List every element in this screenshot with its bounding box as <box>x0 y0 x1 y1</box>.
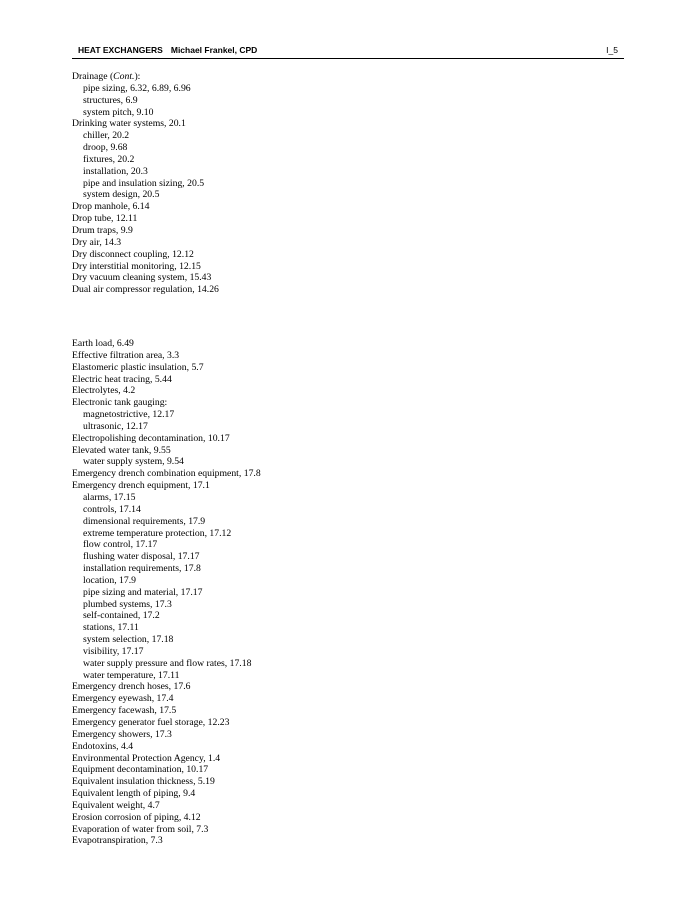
index-entry: Dry interstitial monitoring, 12.15 <box>72 260 201 272</box>
index-subentry: plumbed systems, 17.3 <box>83 598 172 610</box>
index-subentry: stations, 17.11 <box>83 622 139 634</box>
index-subentry: alarms, 17.15 <box>83 491 136 503</box>
index-entry: Evapotranspiration, 7.3 <box>72 835 163 847</box>
index-subentry: ultrasonic, 12.17 <box>83 420 148 432</box>
index-entry: Environmental Protection Agency, 1.4 <box>72 752 221 764</box>
entry-continued-note: Cont. <box>113 71 135 82</box>
index-subentry: chiller, 20.2 <box>83 130 130 142</box>
index-entry: Drinking water systems, 20.1 <box>72 118 186 130</box>
index-entry: Erosion corrosion of piping, 4.12 <box>72 811 201 823</box>
index-subentry: system pitch, 9.10 <box>83 106 154 118</box>
index-entry: Drainage (Cont.): <box>72 71 141 82</box>
index-subentry: system design, 20.5 <box>83 189 160 201</box>
index-entry: Emergency facewash, 17.5 <box>72 705 177 717</box>
book-title: HEAT EXCHANGERS <box>78 45 163 55</box>
index-entry: Drop manhole, 6.14 <box>72 201 150 213</box>
index-entry: Electric heat tracing, 5.44 <box>72 373 172 385</box>
index-entry: Emergency drench hoses, 17.6 <box>72 681 191 693</box>
index-subentry: self-contained, 17.2 <box>83 610 160 622</box>
index-subentry: flushing water disposal, 17.17 <box>83 551 200 563</box>
index-entry: Electronic tank gauging: <box>72 397 168 409</box>
index-subentry: installation, 20.3 <box>83 165 148 177</box>
index-entry: Equipment decontamination, 10.17 <box>72 764 209 776</box>
index-entry: Equivalent length of piping, 9.4 <box>72 788 196 800</box>
index-entry: Emergency drench equipment, 17.1 <box>72 480 210 492</box>
index-subentry: pipe sizing, 6.32, 6.89, 6.96 <box>83 82 191 94</box>
index-entry: Evaporation of water from soil, 7.3 <box>72 823 209 835</box>
index-entry: Endotoxins, 4.4 <box>72 740 134 752</box>
page-number: I_5 <box>606 45 618 55</box>
index-subentry: dimensional requirements, 17.9 <box>83 515 206 527</box>
index-section-e <box>72 338 261 847</box>
index-section-d <box>72 71 219 296</box>
index-subentry: extreme temperature protection, 17.12 <box>83 527 232 539</box>
index-entry: Emergency showers, 17.3 <box>72 728 172 740</box>
index-entry: Dry disconnect coupling, 12.12 <box>72 248 194 260</box>
index-subentry: controls, 17.14 <box>83 503 141 515</box>
running-header <box>72 44 624 59</box>
index-entry: Dual air compressor regulation, 14.26 <box>72 284 219 296</box>
index-entry: Emergency generator fuel storage, 12.23 <box>72 717 230 728</box>
index-entry: Emergency drench combination equipment, 17.8 <box>72 468 261 480</box>
index-entry: Electropolishing decontamination, 10.17 <box>72 432 230 444</box>
index-entry: Dry air, 14.3 <box>72 236 122 248</box>
index-subentry: location, 17.9 <box>83 574 137 586</box>
index-subentry: water supply pressure and flow rates, 17.18 <box>83 657 252 669</box>
index-entry: Drop tube, 12.11 <box>72 213 138 225</box>
index-subentry: structures, 6.9 <box>83 94 138 106</box>
index-entry: Dry vacuum cleaning system, 15.43 <box>72 272 212 284</box>
index-entry: Elevated water tank, 9.55 <box>72 444 171 456</box>
index-entry: Emergency eyewash, 17.4 <box>72 693 174 705</box>
index-entry: Effective filtration area, 3.3 <box>72 349 180 361</box>
index-subentry: water temperature, 17.11 <box>83 669 180 681</box>
index-subentry: droop, 9.68 <box>83 142 128 154</box>
index-subentry: visibility, 17.17 <box>83 645 144 657</box>
index-entry: Equivalent insulation thickness, 5.19 <box>72 776 215 788</box>
index-subentry: magnetostrictive, 12.17 <box>83 409 175 421</box>
header-title-group <box>78 45 257 55</box>
index-subentry: system selection, 17.18 <box>83 634 174 646</box>
entry-heading: Drainage <box>72 71 108 82</box>
index-entry: Earth load, 6.49 <box>72 338 134 349</box>
index-subentry: installation requirements, 17.8 <box>83 563 201 575</box>
author-name: Michael Frankel, CPD <box>170 45 258 55</box>
index-subentry: flow control, 17.17 <box>83 539 158 551</box>
index-entry: Drum traps, 9.9 <box>72 224 133 236</box>
index-subentry: pipe sizing and material, 17.17 <box>83 586 203 598</box>
index-subentry: pipe and insulation sizing, 20.5 <box>83 177 205 189</box>
index-entry: Equivalent weight, 4.7 <box>72 799 160 811</box>
index-entry: Elastomeric plastic insulation, 5.7 <box>72 361 204 373</box>
index-subentry: water supply system, 9.54 <box>83 456 184 468</box>
index-entry: Electrolytes, 4.2 <box>72 385 136 397</box>
index-subentry: fixtures, 20.2 <box>83 153 135 165</box>
